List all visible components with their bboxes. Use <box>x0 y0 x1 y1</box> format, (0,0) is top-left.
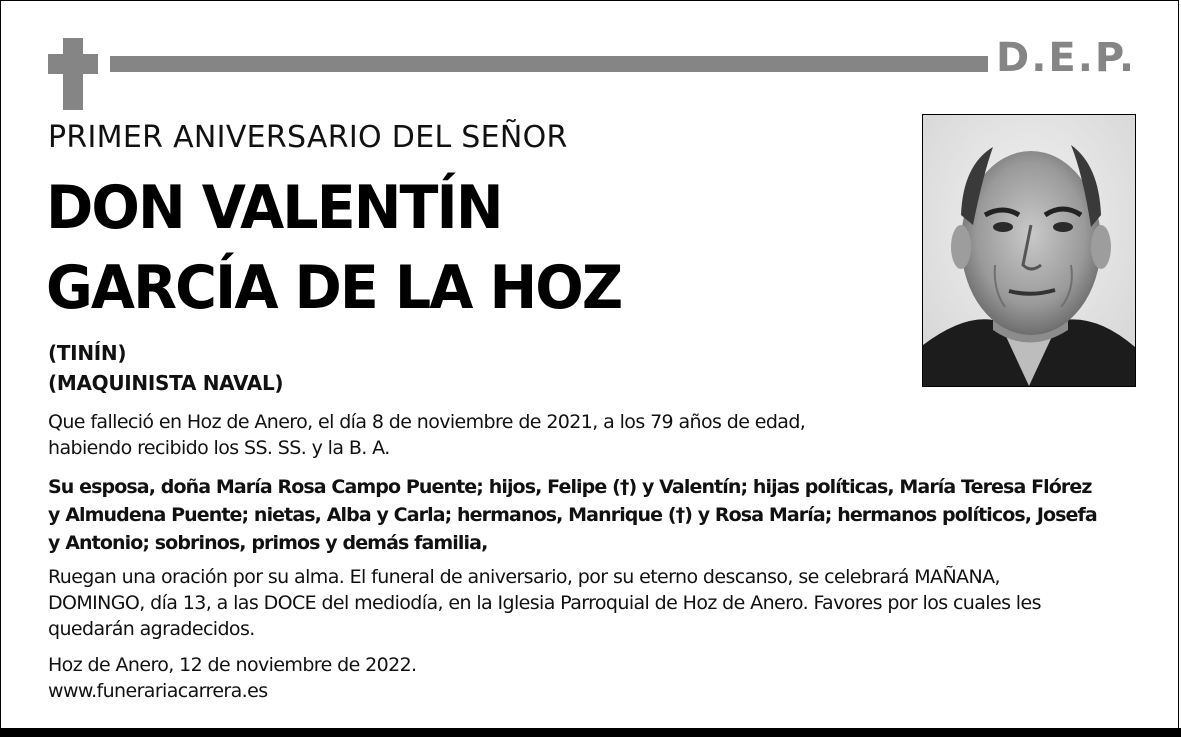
death-paragraph <box>48 409 1168 461</box>
portrait-photo <box>922 114 1136 387</box>
funeral-line-2: DOMINGO, día 13, a las DOCE del mediodía, en la Iglesia Parroquial de Hoz de Anero. Favores por los cuales les <box>48 592 1041 614</box>
death-line-2: habiendo recibido los SS. SS. y la B. A. <box>48 437 390 459</box>
header-rule <box>110 56 988 72</box>
closing-block <box>48 652 1168 704</box>
funeral-line-1: Ruegan una oración por su alma. El funeral de aniversario, por su eterno descanso, se celebrará MAÑANA, <box>48 566 1000 588</box>
death-line-1: Que falleció en Hoz de Anero, el día 8 de noviembre de 2021, a los 79 años de edad, <box>48 411 806 433</box>
funeral-paragraph <box>48 564 1168 642</box>
nickname-block <box>48 338 283 398</box>
name-line-2: GARCÍA DE LA HOZ <box>46 253 622 323</box>
occupation: (MAQUINISTA NAVAL) <box>48 371 284 395</box>
name-line-1: DON VALENTÍN <box>46 173 502 243</box>
nickname: (TINÍN) <box>48 341 127 365</box>
family-line-1: Su esposa, doña María Rosa Campo Puente; hijos, Felipe (†) y Valentín; hijas políticas, María Teresa Flórez <box>48 476 1092 498</box>
funeral-line-3: quedarán agradecidos. <box>48 618 255 640</box>
latin-cross-icon <box>48 38 98 110</box>
bottom-border <box>0 728 1181 737</box>
dep-label: D.E.P. <box>996 35 1137 81</box>
family-line-2: y Almudena Puente; nietas, Alba y Carla; hermanos, Manrique (†) y Rosa María; hermanos políticos, Josefa <box>48 504 1097 526</box>
family-line-3: y Antonio; sobrinos, primos y demás familia, <box>48 532 488 554</box>
website-link[interactable]: www.funerariacarrera.es <box>48 680 268 702</box>
anniversary-heading: PRIMER ANIVERSARIO DEL SEÑOR <box>48 120 568 155</box>
family-paragraph <box>48 473 1168 557</box>
deceased-name <box>46 168 621 328</box>
place-date: Hoz de Anero, 12 de noviembre de 2022. <box>48 654 417 676</box>
